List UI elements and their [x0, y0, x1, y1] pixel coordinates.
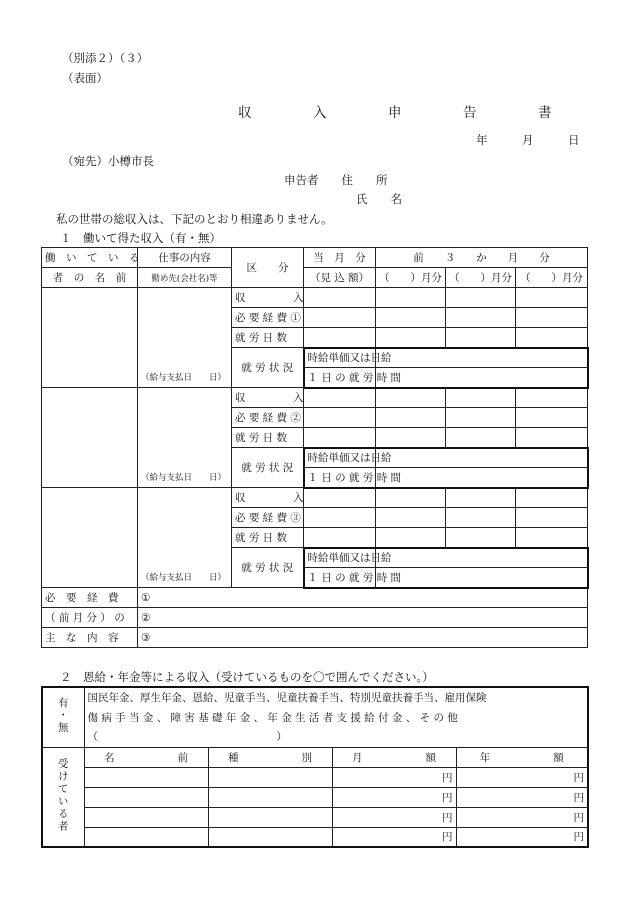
current-month-header-2: （見 込 額）	[304, 268, 376, 288]
month-col-2: （ ）月分	[446, 268, 516, 288]
row-expense-3: 必 要 経 費 ③	[232, 508, 304, 528]
col-annual-header: 年 額	[456, 747, 588, 767]
expense-m2-2[interactable]	[446, 408, 516, 428]
row-income-2: 収 入	[232, 388, 304, 408]
row-income-1: 収 入	[232, 288, 304, 308]
row-expense-2: 必 要 経 費 ②	[232, 408, 304, 428]
recipient-type-3[interactable]	[208, 807, 332, 827]
pension-list-line-2[interactable]: 傷 病 手 当 金 、 障 害 基 礎 年 金 、 年 金 生 活 者 支 援 給 付 金 、 そ の 他	[84, 707, 588, 727]
row-status-3: 就 労 状 況	[232, 548, 304, 588]
income-current-1[interactable]	[304, 288, 376, 308]
circle-3: ③	[141, 631, 151, 644]
kubun-header: 区 分	[232, 248, 304, 288]
expense-current-2[interactable]	[304, 408, 376, 428]
recipient-name-2[interactable]	[84, 787, 208, 807]
hours-value-2[interactable]	[376, 468, 588, 488]
monthly-3[interactable]: 円	[332, 807, 456, 827]
worker-name-cell-1[interactable]	[42, 288, 138, 388]
income-current-3[interactable]	[304, 488, 376, 508]
expense-current-3[interactable]	[304, 508, 376, 528]
side-label: （表面）	[62, 71, 108, 85]
annual-2[interactable]: 円	[456, 787, 588, 807]
recipient-type-4[interactable]	[208, 827, 332, 847]
row-days-1: 就 労 日 数	[232, 328, 304, 348]
annual-1[interactable]: 円	[456, 767, 588, 787]
row-hours-2: １ 日 の 就 労 時 間	[304, 468, 376, 488]
pension-list-line-3[interactable]: （ ）	[84, 727, 588, 747]
days-m2-1[interactable]	[446, 328, 516, 348]
expense-m3-3[interactable]	[516, 508, 588, 528]
row-wage-2: 時給単価又は日給	[304, 448, 376, 468]
section1-heading: １ 働いて得た収入（有・無）	[60, 231, 221, 245]
days-m3-2[interactable]	[516, 428, 588, 448]
month-col-1: （ ）月分	[376, 268, 446, 288]
expense-contents-label-1: 必 要 経 費	[42, 588, 138, 608]
worker-name-cell-2[interactable]	[42, 388, 138, 488]
job-header-2: 勤め先(会社名)等	[138, 268, 232, 288]
days-m1-2[interactable]	[376, 428, 446, 448]
income-m3-2[interactable]	[516, 388, 588, 408]
row-expense-1: 必 要 経 費 ①	[232, 308, 304, 328]
employer-cell-2[interactable]	[138, 388, 232, 488]
income-m1-3[interactable]	[376, 488, 446, 508]
current-month-header-1: 当 月 分	[304, 248, 376, 268]
worker-header-2: 者 の 名 前	[42, 268, 138, 288]
row-hours-1: １ 日 の 就 労 時 間	[304, 368, 376, 388]
employer-cell-3[interactable]	[138, 488, 232, 588]
income-current-2[interactable]	[304, 388, 376, 408]
expense-m3-1[interactable]	[516, 308, 588, 328]
row-hours-3: １ 日 の 就 労 時 間	[304, 568, 376, 588]
earned-income-table	[41, 247, 589, 648]
income-m3-1[interactable]	[516, 288, 588, 308]
expense-m2-1[interactable]	[446, 308, 516, 328]
recipient-type-1[interactable]	[208, 767, 332, 787]
worker-header-1: 働 い て い る	[42, 248, 138, 268]
expense-m3-2[interactable]	[516, 408, 588, 428]
wage-value-1[interactable]	[376, 348, 588, 368]
expense-contents-label-3: 主 な 内 容	[42, 628, 138, 648]
date-field: 年 月 日	[476, 133, 580, 147]
recipient-name-1[interactable]	[84, 767, 208, 787]
days-m1-3[interactable]	[376, 528, 446, 548]
row-wage-3: 時給単価又は日給	[304, 548, 376, 568]
month-col-3: （ ）月分	[516, 268, 588, 288]
income-m2-3[interactable]	[446, 488, 516, 508]
days-current-3[interactable]	[304, 528, 376, 548]
wage-value-2[interactable]	[376, 448, 588, 468]
pay-date-3: （給与支払日 日）	[141, 573, 227, 583]
addressee: （宛先）小樽市長	[62, 154, 154, 168]
umu-label: 有・無	[56, 697, 69, 735]
recipient-name-3[interactable]	[84, 807, 208, 827]
days-m1-1[interactable]	[376, 328, 446, 348]
income-m2-1[interactable]	[446, 288, 516, 308]
row-status-2: 就 労 状 況	[232, 448, 304, 488]
expense-current-1[interactable]	[304, 308, 376, 328]
worker-name-cell-3[interactable]	[42, 488, 138, 588]
expense-m1-3[interactable]	[376, 508, 446, 528]
page-title: 収 入 申 告 書	[238, 105, 576, 121]
days-m2-3[interactable]	[446, 528, 516, 548]
col-type-header: 種 別	[208, 747, 332, 767]
expense-contents-label-2: （ 前 月 分 ） の	[42, 608, 138, 628]
row-status-1: 就 労 状 況	[232, 348, 304, 388]
employer-cell-1[interactable]	[138, 288, 232, 388]
income-m2-2[interactable]	[446, 388, 516, 408]
hours-value-1[interactable]	[376, 368, 588, 388]
prev3-header: 前 ３ か 月 分	[376, 248, 588, 268]
days-current-2[interactable]	[304, 428, 376, 448]
wage-value-3[interactable]	[376, 548, 588, 568]
col-name-header: 名 前	[84, 747, 208, 767]
circle-1: ①	[141, 591, 151, 604]
annual-4[interactable]: 円	[456, 827, 588, 847]
row-wage-1: 時給単価又は日給	[304, 348, 376, 368]
row-income-3: 収 入	[232, 488, 304, 508]
pension-list-line-1[interactable]: 国民年金、厚生年金、恩給、児童手当、児童扶養手当、特別児童扶養手当、雇用保険	[84, 687, 588, 707]
recipient-label: 受けている者	[56, 757, 69, 833]
expense-content-1[interactable]	[138, 588, 588, 608]
expense-m1-1[interactable]	[376, 308, 446, 328]
col-monthly-header: 月 額	[332, 747, 456, 767]
recipient-type-2[interactable]	[208, 787, 332, 807]
hours-value-3[interactable]	[376, 568, 588, 588]
pay-date-2: （給与支払日 日）	[141, 473, 227, 483]
expense-m2-3[interactable]	[446, 508, 516, 528]
days-m2-2[interactable]	[446, 428, 516, 448]
job-header-1: 仕事の内容	[138, 248, 232, 268]
income-m1-1[interactable]	[376, 288, 446, 308]
row-days-2: 就 労 日 数	[232, 428, 304, 448]
umu-cell	[42, 687, 84, 747]
days-m3-1[interactable]	[516, 328, 588, 348]
income-m3-3[interactable]	[516, 488, 588, 508]
annual-3[interactable]: 円	[456, 807, 588, 827]
pension-income-table	[41, 686, 589, 848]
section2-heading: ２ 恩給・年金等による収入（受けているものを〇で囲んでください。）	[60, 670, 434, 684]
annex-label: （別添２）（３）	[62, 51, 149, 65]
monthly-2[interactable]: 円	[332, 787, 456, 807]
declarant-address-label: 申告者 住 所	[284, 173, 388, 187]
days-current-1[interactable]	[304, 328, 376, 348]
circle-2: ②	[141, 611, 151, 624]
expense-m1-2[interactable]	[376, 408, 446, 428]
declarant-name-label: 氏 名	[356, 192, 402, 206]
income-m1-2[interactable]	[376, 388, 446, 408]
row-days-3: 就 労 日 数	[232, 528, 304, 548]
days-m3-3[interactable]	[516, 528, 588, 548]
expense-content-2[interactable]	[138, 608, 588, 628]
recipient-name-4[interactable]	[84, 827, 208, 847]
recipient-cell	[42, 747, 84, 847]
pay-date-1: （給与支払日 日）	[141, 373, 227, 383]
expense-content-3[interactable]	[138, 628, 588, 648]
monthly-1[interactable]: 円	[332, 767, 456, 787]
monthly-4[interactable]: 円	[332, 827, 456, 847]
statement: 私の世帯の総収入は、下記のとおり相違ありません。	[56, 212, 333, 226]
